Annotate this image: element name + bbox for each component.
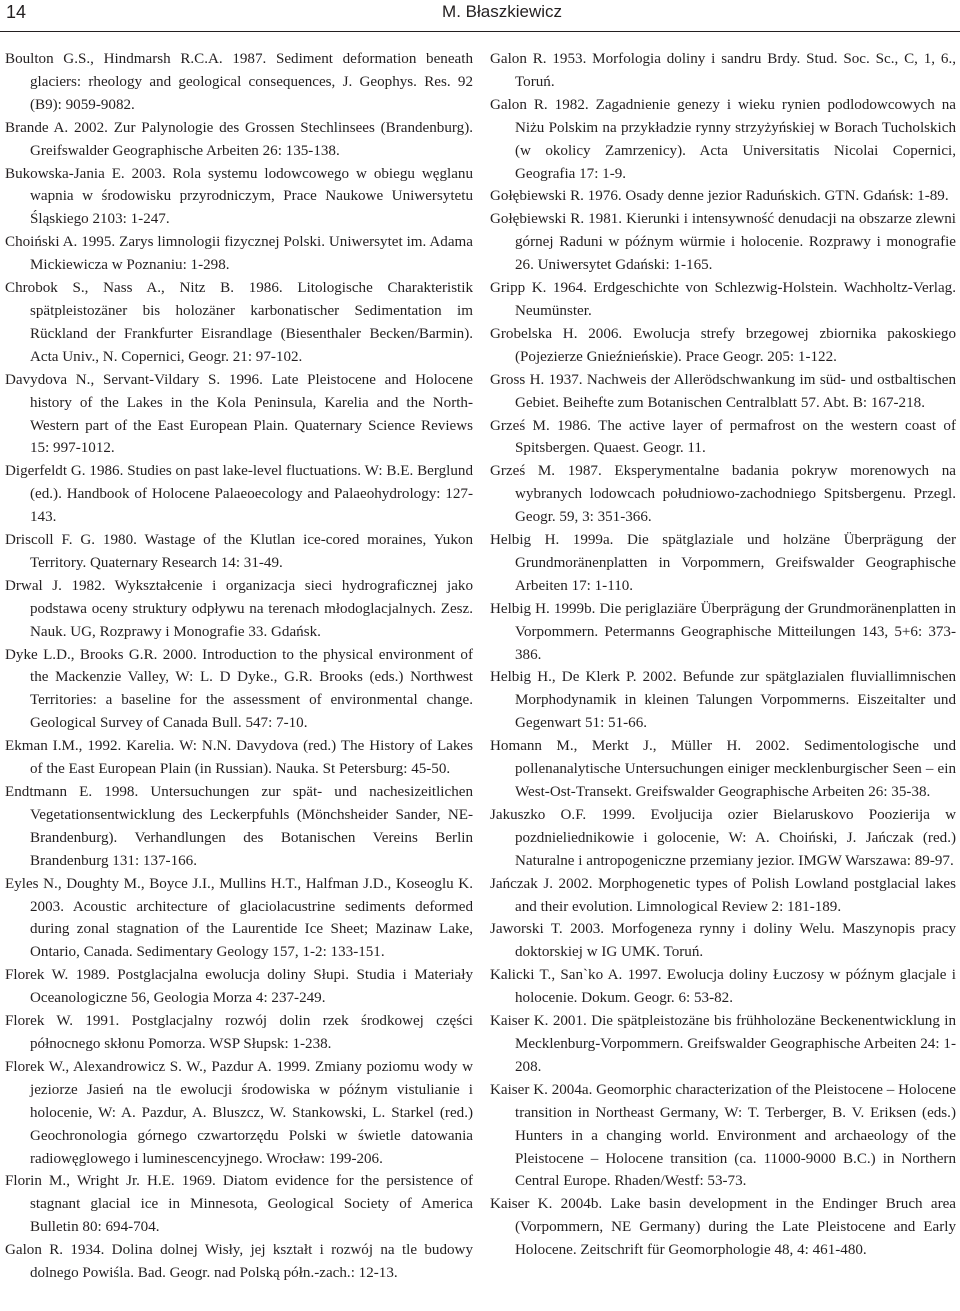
reference-entry: Grześ M. 1986. The active layer of permafrost on the western coast of Spitsbergen. Quaest. Geogr. 11. xyxy=(490,417,956,457)
page-number: 14 xyxy=(6,2,27,22)
reference-entry: Eyles N., Doughty M., Boyce J.I., Mullins H.T., Halfman J.D., Koseoglu K. 2003. Acoustic architecture of glaciolacustrine sediments deformed during zonal stagnation of the Laurentide Ice Sheet; Mazinaw Lake, Ontario, Canada. Sedimentary Geology 157, 1-2: 133-151. xyxy=(5,875,473,961)
reference-entry: Galon R. 1982. Zagadnienie genezy i wieku rynien podlodowcowych na Niżu Polskim na przykładzie rynny strzyżyńskiej w Borach Tucholskich (w okolicy Zamrzenicy). Acta Universitatis Nicolai Copernici, Geografia 17: 1-9. xyxy=(490,96,956,182)
reference-entry: Helbig H. 1999a. Die spätglaziale und holzäne Überprägung der Grundmoränenplatten in Vorpommern, Greifswalder Geographische Arbeiten 17: 1-110. xyxy=(490,532,956,594)
reference-entry: Helbig H. 1999b. Die periglaziäre Überprägung der Grundmoränenplatten in Vorpommern. Petermanns Geographische Mitteilungen 143, 5+6: 373-386. xyxy=(490,600,956,663)
reference-entry: Digerfeldt G. 1986. Studies on past lake-level fluctuations. W: B.E. Berglund (ed.). Handbook of Holocene Palaeoecology and Palaeohydrology: 127-143. xyxy=(5,463,473,526)
reference-entry: Florek W., Alexandrowicz S. W., Pazdur A. 1999. Zmiany poziomu wody w jeziorze Jasień na tle ewolucji środowiska w późnym vistulianie i holocenie, W: A. Pazdur, A. Bluszcz, W. Stankowski, L. Starkel (red.) Geochronologia górnego czwartorzędu Polski w świetle datowania radiowęglowego i luminescencyjnego. Wrocław: 199-206. xyxy=(5,1058,473,1167)
reference-entry: Endtmann E. 1998. Untersuchungen zur spät- und nachesizeitlichen Vegetationsentwicklung des Leckerpfuhls (Mönchsheider Sander, NE-Brandenburg). Verhandlungen des Botanischen Vereins Berlin Brandenburg 131: 137-166. xyxy=(5,784,473,869)
reference-entry: Chrobok S., Nass A., Nitz B. 1986. Litologische Charakteristik spätpleistozäner bis holozäner karbonatischer Sedimentation im Rückland der Frankfurter Eisrandlage (Biesenthaler Becken/Barmin). Acta Univ., N. Copernici, Geogr. 21: 97-102. xyxy=(5,280,473,365)
reference-entry: Jańczak J. 2002. Morphogenetic types of Polish Lowland postglacial lakes and their evolution. Limnological Review 2: 181-189. xyxy=(490,875,956,915)
reference-entry: Boulton G.S., Hindmarsh R.C.A. 1987. Sediment deformation beneath glaciers: rheology and geological consequences, J. Geophys. Res. 92 (B9): 9059-9082. xyxy=(5,51,473,113)
reference-entry: Helbig H., De Klerk P. 2002. Befunde zur spätglazialen fluviallimnischen Morphodynamik in kleinen Talungen Vorpommerns. Eiszeitalter und Gegenwart 51: 51-66. xyxy=(490,669,956,732)
header-rule xyxy=(0,31,960,32)
reference-entry: Jakuszko O.F. 1999. Evoljucija ozier Bielaruskovo Poozierija w pozdnieliednikowie i golocenie, W: A. Choiński, J. Jańczak (red.) Naturalne i antropogeniczne przemiany jezior. IMGW Warszawa: 89-97. xyxy=(490,806,956,869)
reference-entry: Galon R. 1953. Morfologia doliny i sandru Brdy. Stud. Soc. Sc., C, 1, 6., Toruń. xyxy=(490,51,956,90)
reference-column-right xyxy=(490,48,956,1262)
reference-entry: Gołębiewski R. 1976. Osady denne jezior Raduńskich. GTN. Gdańsk: 1-89. xyxy=(490,188,949,205)
reference-entry: Davydova N., Servant-Vildary S. 1996. Late Pleistocene and Holocene history of the Lakes in the Kola Peninsula, Karelia and the North-Western part of the East European Plain. Quaternary Science Reviews 15: 997-1012. xyxy=(5,371,473,457)
reference-entry: Florin M., Wright Jr. H.E. 1969. Diatom evidence for the persistence of stagnant glacial ice in Minnesota, Geological Society of America Bulletin 80: 694-704. xyxy=(5,1173,473,1236)
reference-entry: Grobelska H. 2006. Ewolucja strefy brzegowej zbiornika pakoskiego (Pojezierze Gnieźnieńskie). Prace Geogr. 205: 1-122. xyxy=(490,325,956,365)
reference-entry: Brande A. 2002. Zur Palynologie des Grossen Stechlinsees (Brandenburg). Greifswalder Geographische Arbeiten 26: 135-138. xyxy=(5,119,473,159)
reference-entry: Driscoll F. G. 1980. Wastage of the Klutlan ice-cored moraines, Yukon Territory. Quaternary Research 14: 31-49. xyxy=(5,532,473,571)
reference-entry: Dyke L.D., Brooks G.R. 2000. Introduction to the physical environment of the Mackenzie Valley, W: L. D Dyke., G.R. Brooks (eds.) Northwest Territories: a baseline for the assessment of environmental change. Geological Survey of Canada Bull. 547: 7-10. xyxy=(5,646,473,732)
reference-entry: Galon R. 1934. Dolina dolnej Wisły, jej kształt i rozwój na tle budowy dolnego Powiśla. Bad. Geogr. nad Polską półn.-zach.: 12-13. xyxy=(5,1242,473,1282)
reference-entry: Grześ M. 1987. Eksperymentalne badania pokryw morenowych na wybranych lodowcach południowo-zachodniego Spitsbergenu. Przegl. Geogr. 59, 3: 351-366. xyxy=(490,463,956,526)
reference-entry: Gross H. 1937. Nachweis der Allerödschwankung im süd- und ostbaltischen Gebiet. Beihefte zum Botanischen Centralblatt 57. Abt. B: 167-218. xyxy=(490,371,956,411)
reference-entry: Drwal J. 1982. Wykształcenie i organizacja sieci hydrograficznej jako podstawa oceny struktury odpływu na terenach młodoglacjalnych. Zesz. Nauk. UG, Rozprawy i Monografie 33. Gdańsk. xyxy=(5,577,473,640)
running-head-author: M. Błaszkiewicz xyxy=(442,2,562,21)
page-header xyxy=(0,0,960,38)
reference-column-left xyxy=(5,48,473,1285)
reference-entry: Jaworski T. 2003. Morfogeneza rynny i doliny Welu. Maszynopis pracy doktorskiej w IG UMK. Toruń. xyxy=(490,921,956,961)
reference-entry: Bukowska-Jania E. 2003. Rola systemu lodowcowego w obiegu węglanu wapnia w środowisku przyrodniczym, Prace Naukowe Uniwersytetu Śląskiego 2103: 1-247. xyxy=(5,165,473,228)
reference-entry: Kalicki T., San`ko A. 1997. Ewolucja doliny Łuczosy w późnym glacjale i holocenie. Dokum. Geogr. 6: 53-82. xyxy=(490,967,956,1007)
reference-entry: Ekman I.M., 1992. Karelia. W: N.N. Davydova (red.) The History of Lakes of the East European Plain (in Russian). Nauka. St Petersburg: 45-50. xyxy=(5,738,473,778)
reference-entry: Homann M., Merkt J., Müller H. 2002. Sedimentologische und pollenanalytische Untersuchungen einiger mecklenburgischer Seen – ein West-Ost-Transekt. Greifswalder Geographische Arbeiten 26: 35-38. xyxy=(490,738,956,800)
reference-entry: Kaiser K. 2004a. Geomorphic characterization of the Pleistocene – Holocene transition in Northeast Germany, W: T. Terberger, B. V. Eriksen (eds.) Hunters in a changing world. Environment and archaeology of the Pleistocene – Holocene transition (ca. 11000-9000 B.C.) in Northern Central Europe. Rhaden/Westf: 53-73. xyxy=(490,1081,956,1190)
reference-entry: Florek W. 1991. Postglacjalny rozwój dolin rzek środkowej części północnego skłonu Pomorza. WSP Słupsk: 1-238. xyxy=(5,1013,473,1052)
reference-entry: Choiński A. 1995. Zarys limnologii fizycznej Polski. Uniwersytet im. Adama Mickiewicza w Poznaniu: 1-298. xyxy=(5,234,473,274)
reference-entry: Florek W. 1989. Postglacjalna ewolucja doliny Słupi. Studia i Materiały Oceanologiczne 56, Geologia Morza 4: 237-249. xyxy=(5,967,473,1007)
reference-entry: Gołębiewski R. 1981. Kierunki i intensywność denudacji na obszarze zlewni górnej Raduni w późnym würmie i holocenie. Rozprawy i monografie 26. Uniwersytet Gdański: 1-165. xyxy=(490,211,956,274)
reference-entry: Gripp K. 1964. Erdgeschichte von Schlezwig-Holstein. Wachholtz-Verlag. Neumünster. xyxy=(490,280,956,319)
reference-entry: Kaiser K. 2004b. Lake basin development in the Endinger Bruch area (Vorpommern, NE Germany) during the Late Pleistocene and Early Holocene. Zeitschrift für Geomorphologie 48, 4: 461-480. xyxy=(490,1196,956,1259)
reference-entry: Kaiser K. 2001. Die spätpleistozäne bis frühholozäne Beckenentwicklung in Mecklenburg-Vorpommern. Greifswalder Geographische Arbeiten 24: 1-208. xyxy=(490,1013,956,1075)
